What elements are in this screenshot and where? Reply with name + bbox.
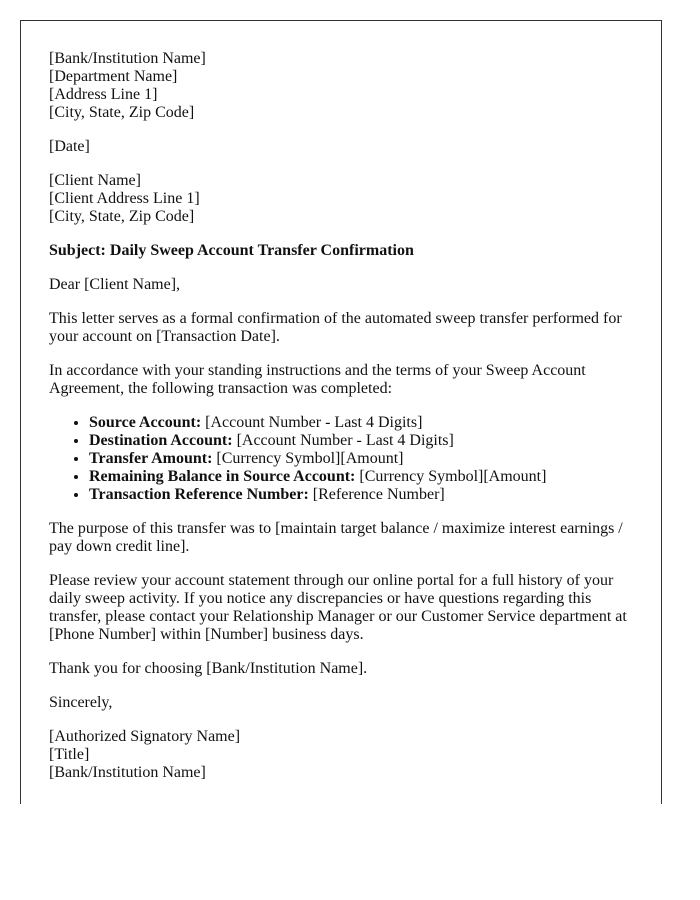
paragraph: Please review your account statement through our online portal for a full history of your daily sweep activity. If you notice any discrepancies or have questions regarding this transfer, please contact your Relationship Manager or our Customer Service department at [Phone Number] within [Number] business days. xyxy=(49,572,627,643)
detail-item xyxy=(89,450,634,468)
paragraph: This letter serves as a formal confirmation of the automated sweep transfer performed for your account on [Transaction Date]. xyxy=(49,310,622,345)
sender-line: [Department Name] xyxy=(49,68,178,85)
detail-value: [Account Number - Last 4 Digits] xyxy=(232,432,454,449)
detail-item xyxy=(89,486,634,504)
detail-label: Transfer Amount: xyxy=(89,450,213,467)
detail-item xyxy=(89,432,634,450)
detail-value: [Account Number - Last 4 Digits] xyxy=(201,414,423,431)
sender-line: [Bank/Institution Name] xyxy=(49,50,206,67)
closing: Sincerely, xyxy=(49,694,113,711)
signature-line: [Authorized Signatory Name] xyxy=(49,728,241,745)
sender-address xyxy=(49,50,634,122)
paragraph: Thank you for choosing [Bank/Institution Name]. xyxy=(49,660,368,677)
detail-value: [Currency Symbol][Amount] xyxy=(355,468,547,485)
signature-line: [Bank/Institution Name] xyxy=(49,764,206,781)
signature-line: [Title] xyxy=(49,746,90,763)
detail-value: [Reference Number] xyxy=(308,486,445,503)
detail-value: [Currency Symbol][Amount] xyxy=(212,450,404,467)
subject-line xyxy=(49,242,634,260)
letter-document xyxy=(20,20,662,804)
recipient-line: [Client Address Line 1] xyxy=(49,190,200,207)
sender-line: [City, State, Zip Code] xyxy=(49,104,195,121)
recipient-line: [Client Name] xyxy=(49,172,141,189)
paragraph: In accordance with your standing instructions and the terms of your Sweep Account Agreement, the following transaction was completed: xyxy=(49,362,586,397)
detail-label: Destination Account: xyxy=(89,432,233,449)
salutation: Dear [Client Name], xyxy=(49,276,181,293)
sender-line: [Address Line 1] xyxy=(49,86,158,103)
detail-item xyxy=(89,414,634,432)
signature-block xyxy=(49,728,634,782)
recipient-line: [City, State, Zip Code] xyxy=(49,208,195,225)
letter-date: [Date] xyxy=(49,138,90,155)
subject-text: Subject: Daily Sweep Account Transfer Confirmation xyxy=(49,242,414,259)
detail-label: Source Account: xyxy=(89,414,202,431)
transaction-details-list xyxy=(49,414,634,504)
detail-label: Transaction Reference Number: xyxy=(89,486,309,503)
recipient-address xyxy=(49,172,634,226)
paragraph: The purpose of this transfer was to [maintain target balance / maximize interest earnings / pay down credit line]. xyxy=(49,520,623,555)
detail-item xyxy=(89,468,634,486)
detail-label: Remaining Balance in Source Account: xyxy=(89,468,356,485)
